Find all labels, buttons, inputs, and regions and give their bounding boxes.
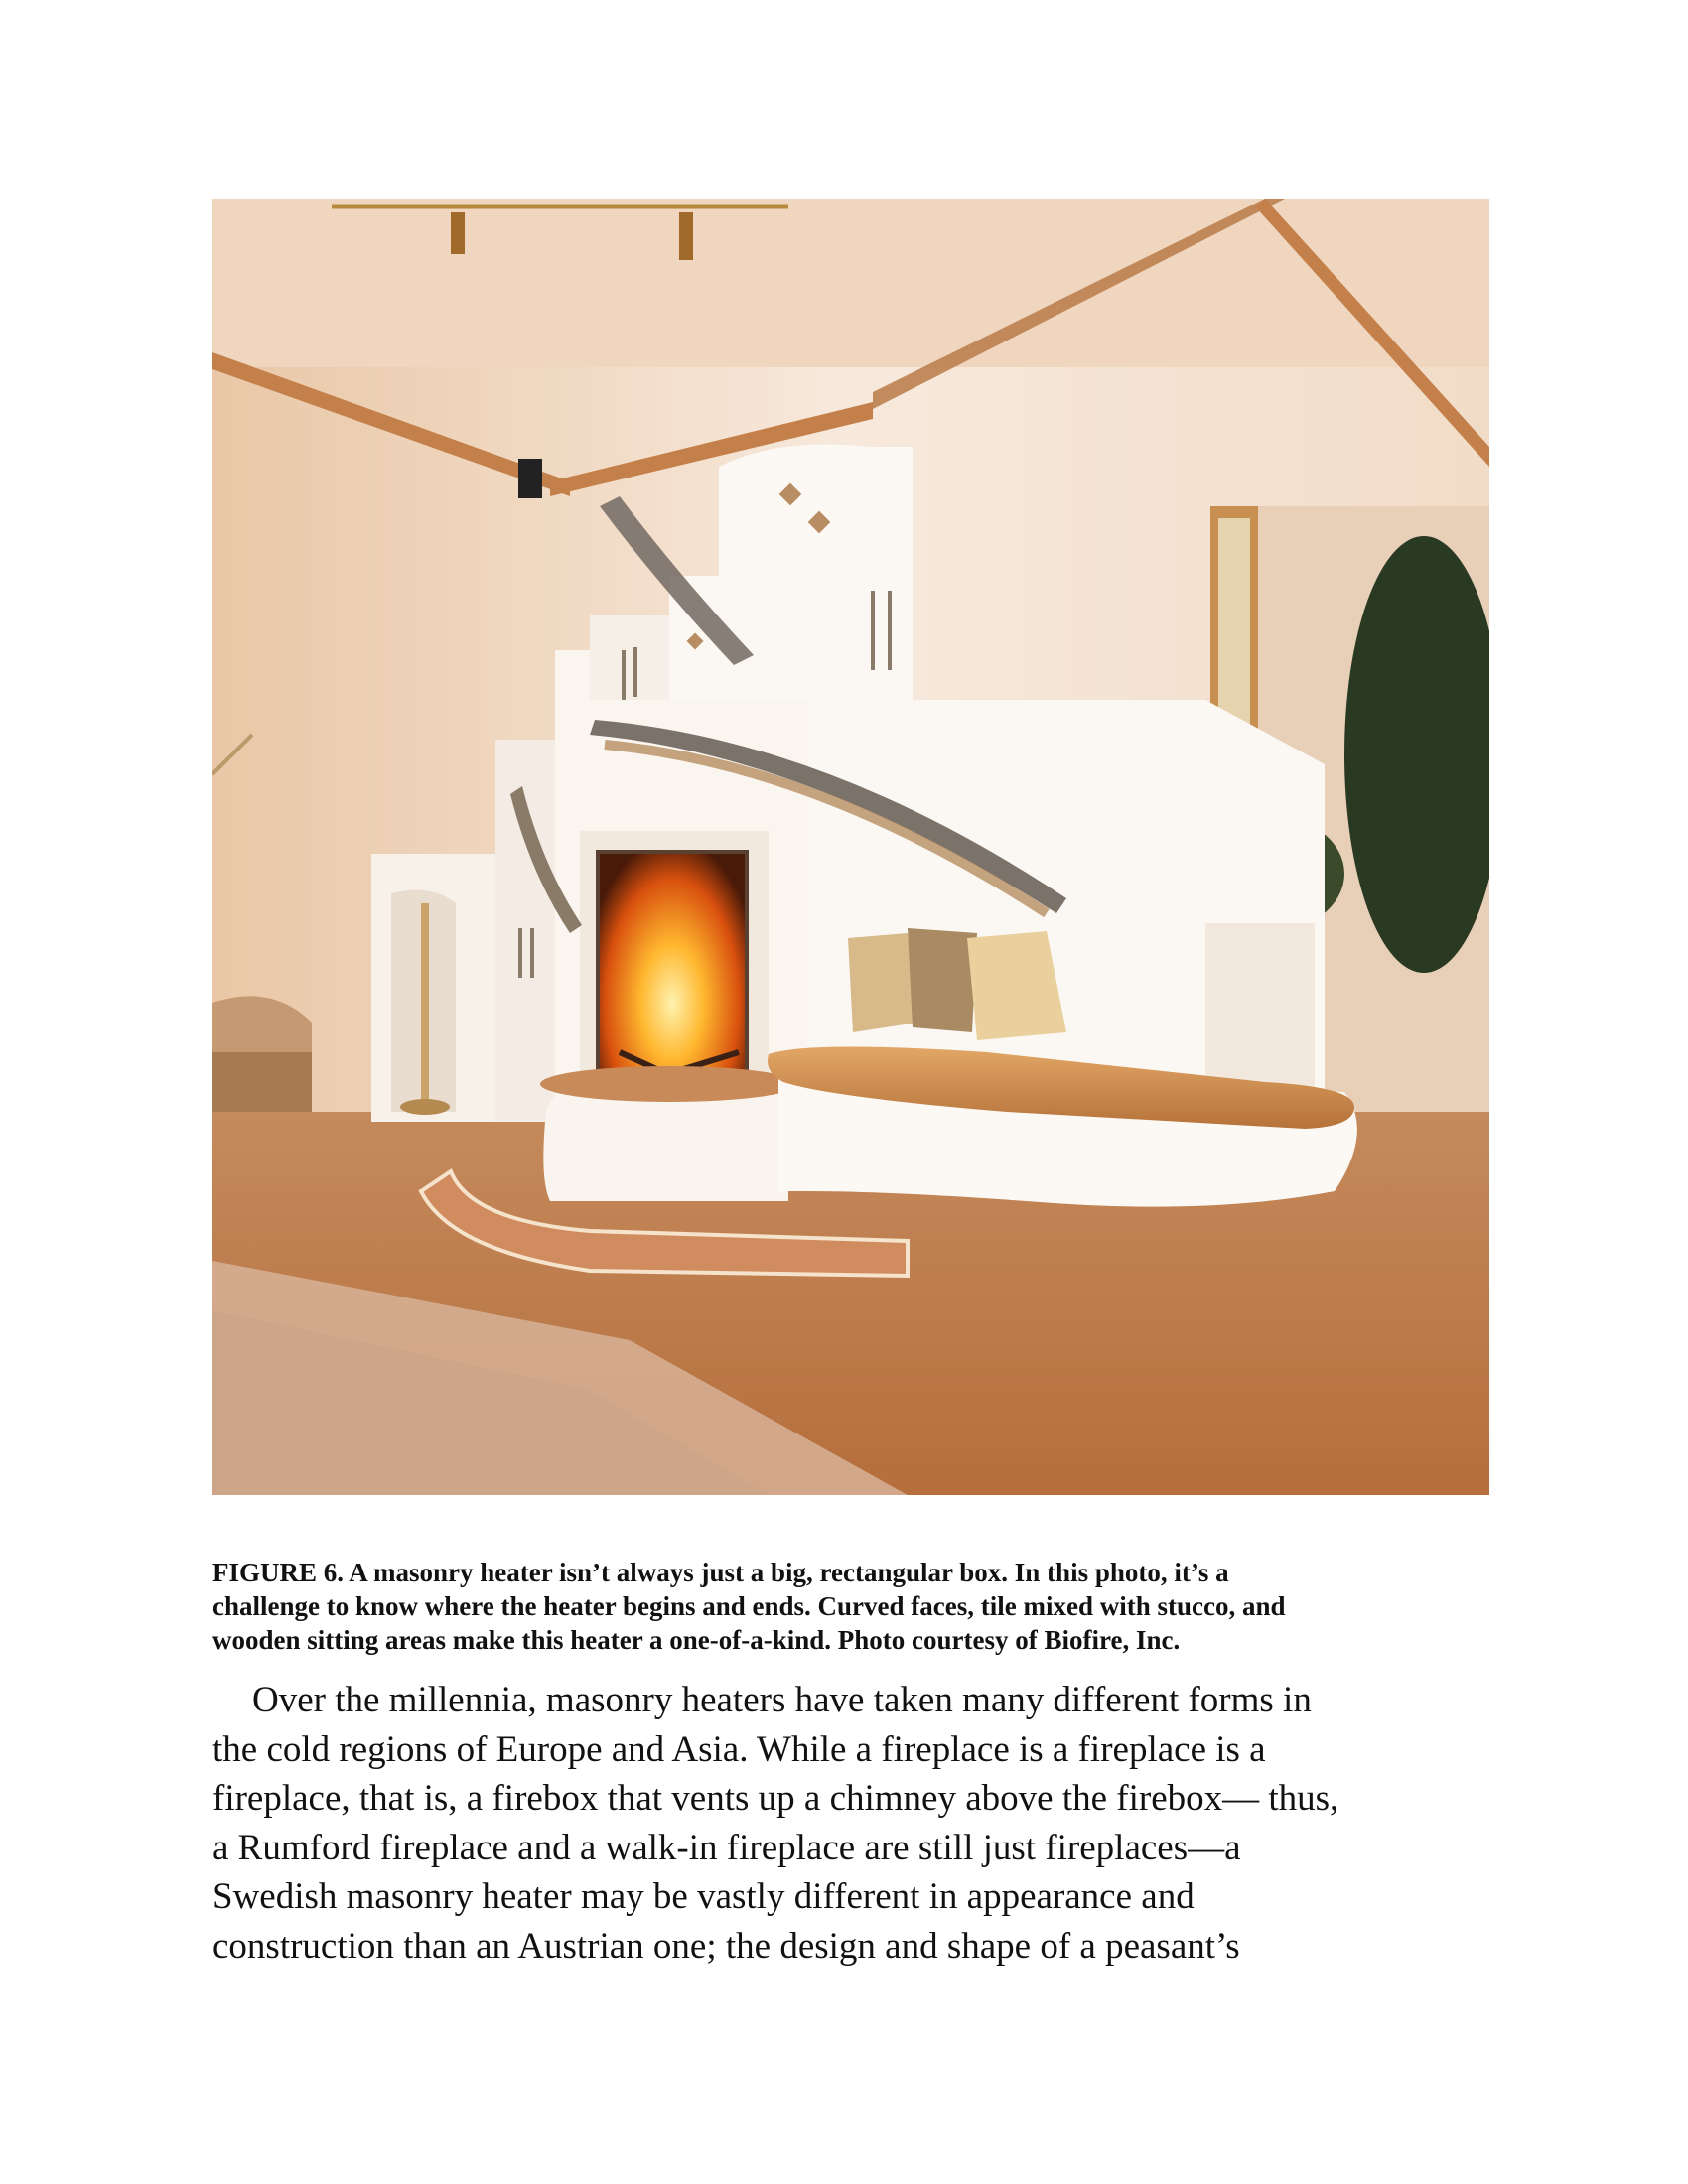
body-line: Over the millennia, masonry heaters have taken many different forms in	[252, 1680, 1312, 1720]
caption-line: FIGURE 6. A masonry heater isn’t always just a big, rectangular box. In this photo, it’s a	[212, 1558, 1229, 1587]
photo-illustration	[212, 199, 1489, 1495]
body-paragraph	[212, 1676, 1503, 1971]
body-line: Swedish masonry heater may be vastly different in appearance and	[212, 1876, 1195, 1917]
masonry-heater-photo	[212, 199, 1489, 1495]
caption-line: challenge to know where the heater begins and ends. Curved faces, tile mixed with stucco, and	[212, 1591, 1286, 1621]
body-line: fireplace, that is, a firebox that vents up a chimney above the firebox— thus,	[212, 1778, 1339, 1819]
caption-line: wooden sitting areas make this heater a one-of-a-kind. Photo courtesy of Biofire, Inc.	[212, 1625, 1181, 1655]
body-line: construction than an Austrian one; the design and shape of a peasant’s	[212, 1925, 1240, 1967]
body-line: the cold regions of Europe and Asia. While a fireplace is a fireplace is a	[212, 1728, 1266, 1770]
figure-caption	[212, 1556, 1503, 1657]
body-line: a Rumford fireplace and a walk-in fireplace are still just fireplaces—a	[212, 1827, 1241, 1868]
